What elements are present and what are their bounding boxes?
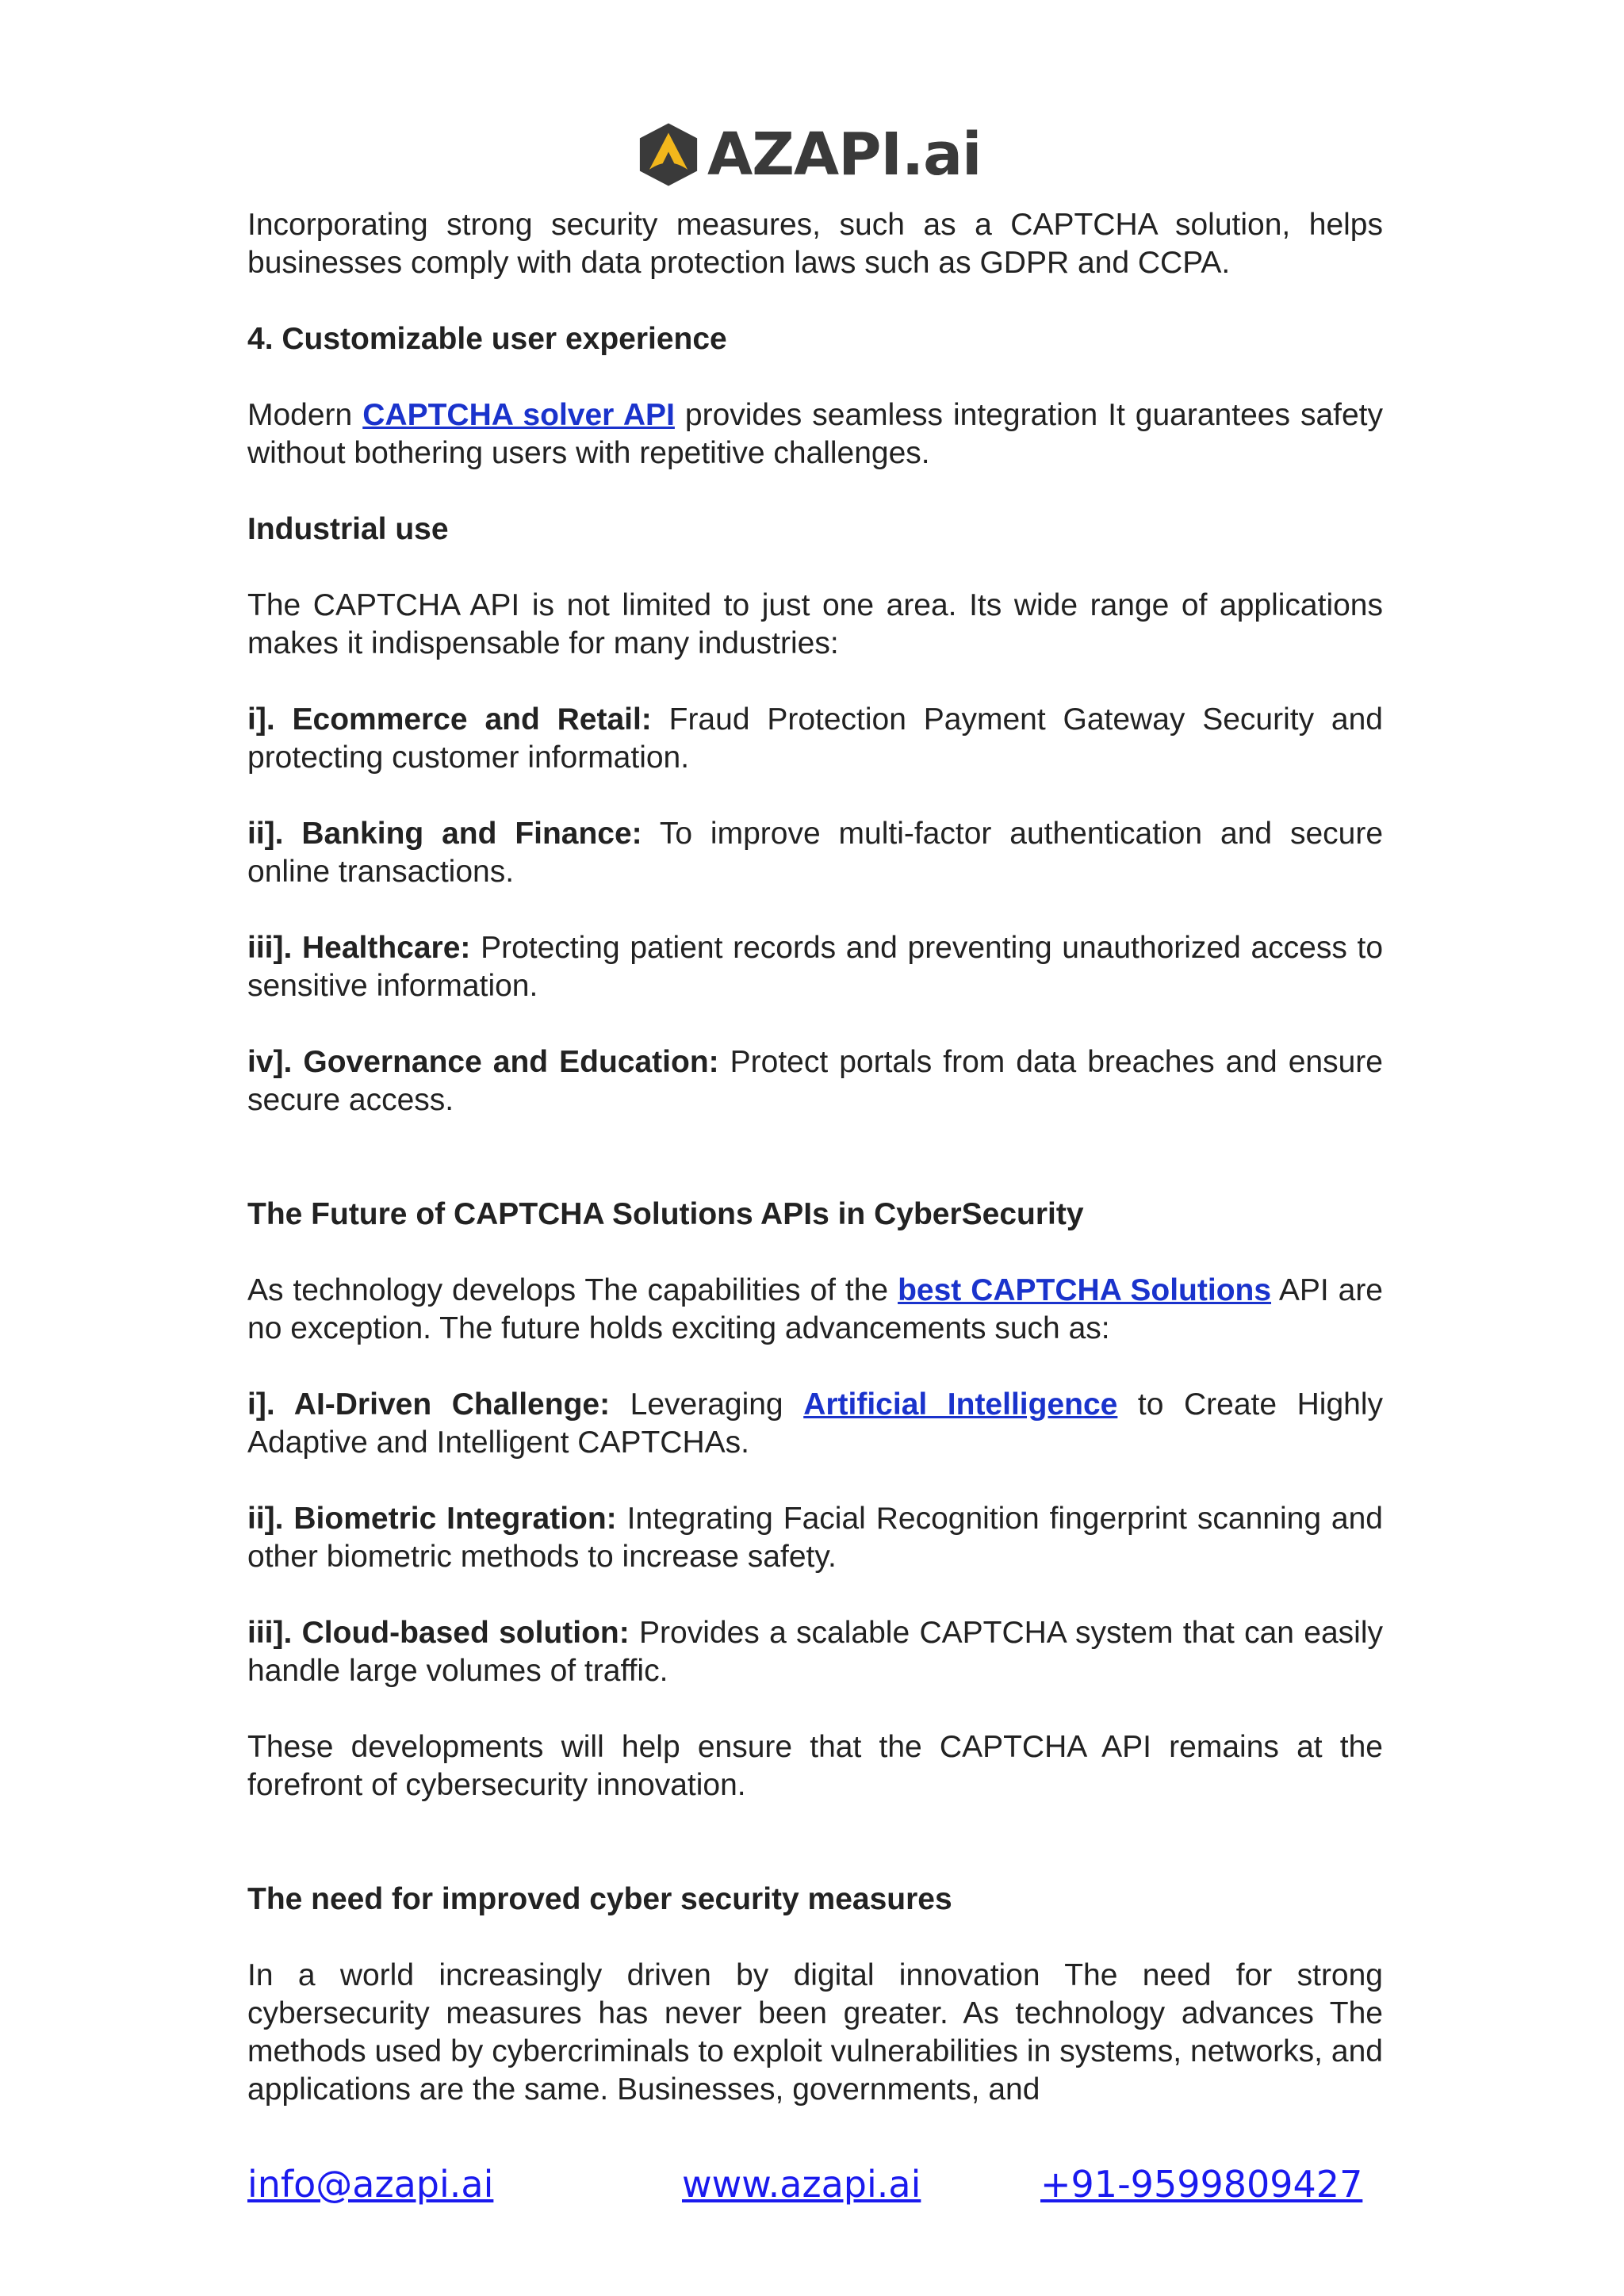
list-item-healthcare <box>247 929 1383 1005</box>
paragraph-developments: These developments will help ensure that the CAPTCHA API remains at the forefront of cybersecurity innovation. <box>247 1730 1383 1802</box>
footer-email-link[interactable]: info@azapi.ai <box>247 2163 494 2206</box>
item-text: Fraud Protection Payment Gateway Security and protecting customer information. <box>247 702 1383 775</box>
footer-website-link[interactable]: www.azapi.ai <box>682 2163 921 2206</box>
item-label: i]. AI-Driven Challenge: <box>247 1387 611 1422</box>
list-item-banking <box>247 815 1383 891</box>
text-span: As technology develops The capabilities of the <box>247 1273 898 1307</box>
azapi-logo-icon <box>634 121 703 189</box>
link-artificial-intelligence[interactable]: Artificial Intelligence <box>803 1387 1118 1422</box>
paragraph-industrial: The CAPTCHA API is not limited to just one area. Its wide range of applications makes it indispensable for many industries: <box>247 588 1383 660</box>
item-text: to Create Highly Adaptive and Intelligent CAPTCHAs. <box>247 1387 1384 1460</box>
item-text: Leveraging <box>610 1387 804 1422</box>
text-span: provides seamless integration It guarantees safety without bothering users with repetitive challenges. <box>247 398 1383 470</box>
item-text: Integrating Facial Recognition fingerprint scanning and other biometric methods to increase safety. <box>247 1502 1384 1574</box>
text-span: Modern <box>247 398 363 432</box>
paragraph-compliance: Incorporating strong security measures, such as a CAPTCHA solution, helps businesses comply with data protection laws such as GDPR and CCPA. <box>247 208 1383 280</box>
item-label: iii]. Healthcare: <box>247 931 471 965</box>
item-label: iii]. Cloud-based solution: <box>247 1616 630 1650</box>
item-text: To improve multi-factor authentication and secure online transactions. <box>247 817 1384 889</box>
heading-need-security: The need for improved cyber security measures <box>247 1882 952 1916</box>
heading-industrial-use: Industrial use <box>247 512 449 546</box>
heading-customizable: 4. Customizable user experience <box>247 322 727 356</box>
list-item-governance <box>247 1043 1383 1119</box>
text-span: API are no exception. The future holds exciting advancements such as: <box>247 1273 1383 1345</box>
item-text: Protecting patient records and preventing unauthorized access to sensitive information. <box>247 931 1384 1003</box>
item-label: iv]. Governance and Education: <box>247 1045 719 1079</box>
footer-contacts <box>247 2163 1383 2218</box>
list-item-cloud <box>247 1614 1383 1690</box>
footer-phone-link[interactable]: +91-9599809427 <box>1040 2163 1363 2206</box>
link-best-captcha-solutions[interactable]: best CAPTCHA Solutions <box>898 1273 1272 1307</box>
azapi-logo <box>634 119 999 190</box>
paragraph-need: In a world increasingly driven by digital innovation The need for strong cybersecurity measures has never been greater. As technology advances The methods used by cybercriminals to exploit vulnerabilities in systems, networks, and applications are the same. Businesses, governments, and <box>247 1958 1383 2107</box>
document-body <box>247 206 1383 2147</box>
list-item-ecommerce <box>247 701 1383 777</box>
list-item-biometric <box>247 1500 1383 1576</box>
paragraph-future <box>247 1272 1383 1348</box>
link-captcha-solver-api[interactable]: CAPTCHA solver API <box>362 398 675 432</box>
heading-future: The Future of CAPTCHA Solutions APIs in CyberSecurity <box>247 1197 1084 1231</box>
item-label: i]. Ecommerce and Retail: <box>247 702 652 737</box>
item-label: ii]. Biometric Integration: <box>247 1502 617 1536</box>
item-label: ii]. Banking and Finance: <box>247 817 642 851</box>
logo-text: AZAPI.ai <box>707 121 982 189</box>
paragraph-modern <box>247 396 1383 473</box>
item-text: Provides a scalable CAPTCHA system that can easily handle large volumes of traffic. <box>247 1616 1383 1688</box>
list-item-ai-driven <box>247 1386 1383 1462</box>
item-text: Protect portals from data breaches and ensure secure access. <box>247 1045 1383 1117</box>
